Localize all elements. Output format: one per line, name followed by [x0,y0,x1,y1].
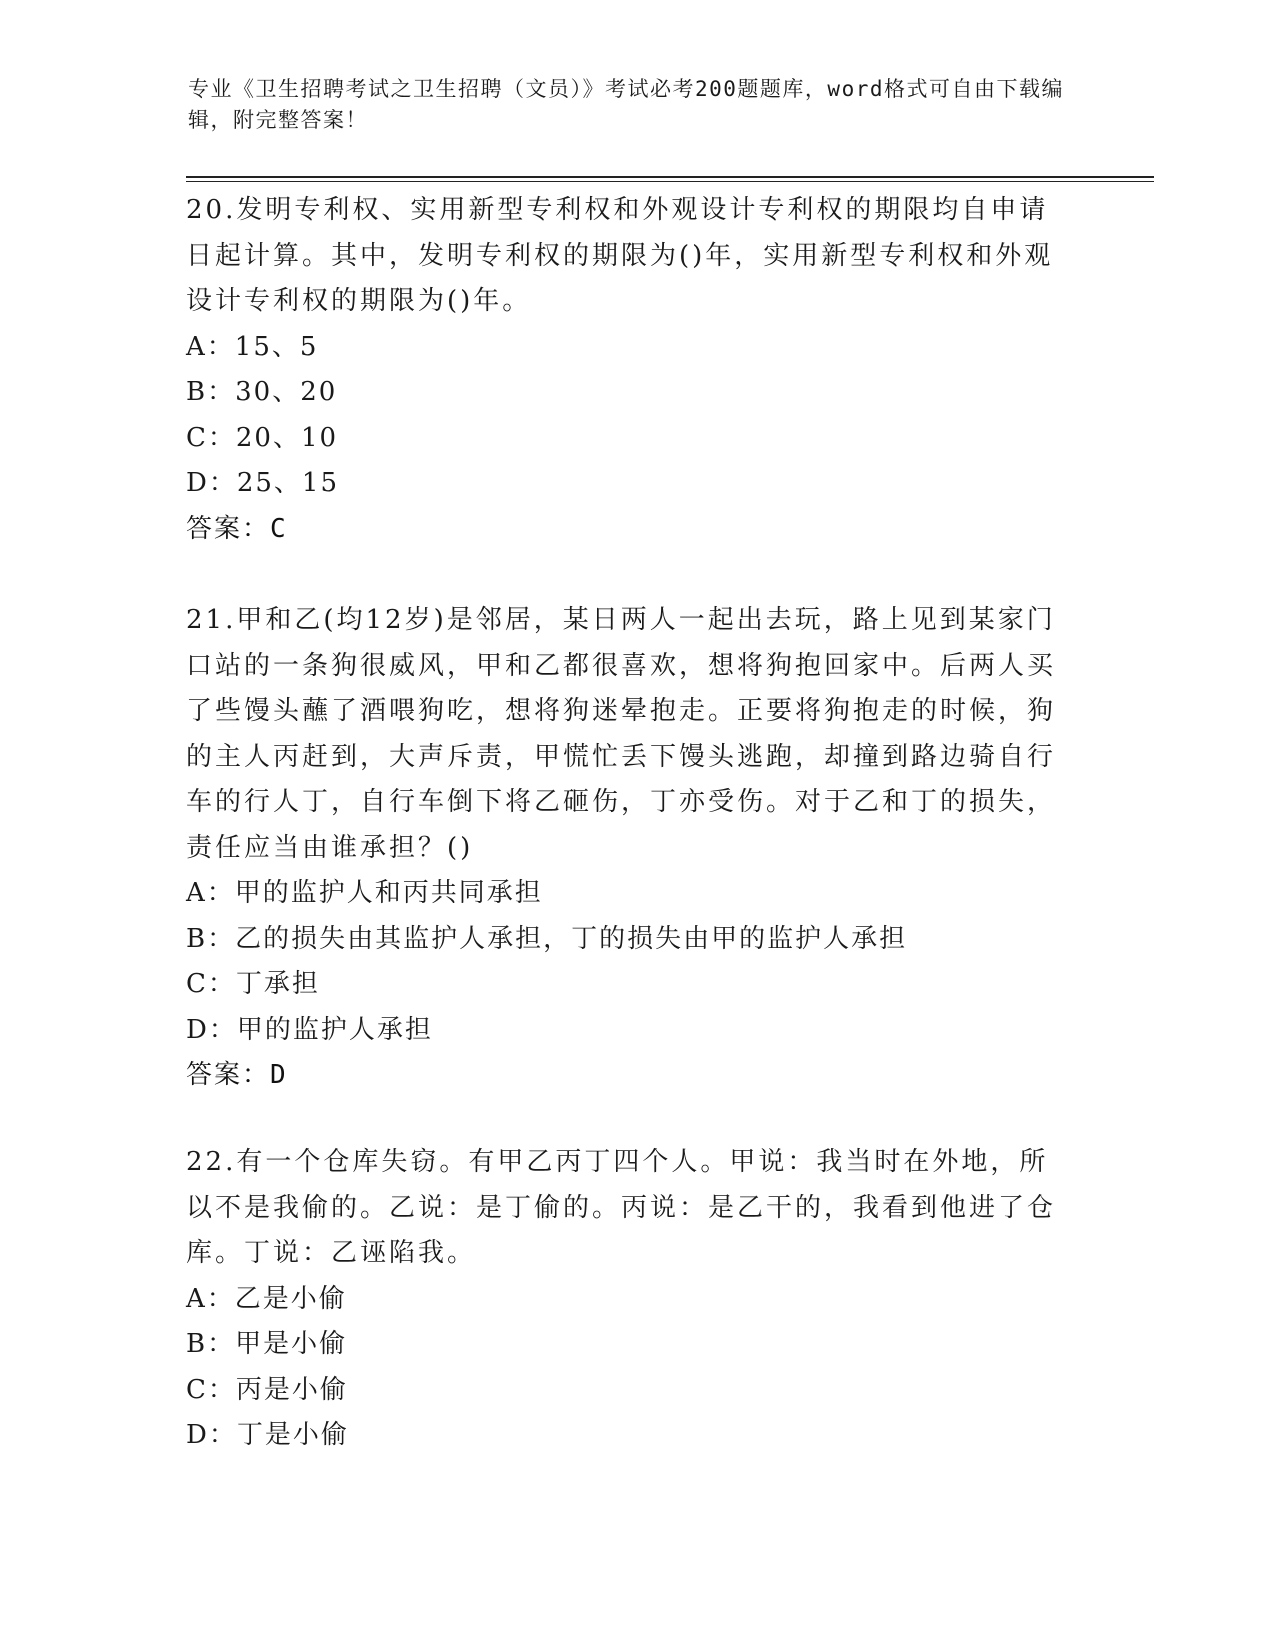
question-21 [186,598,1066,1099]
option-c: C：丙是小偷 [186,1374,348,1405]
option-b: B：甲是小偷 [186,1329,348,1359]
answer: 答案：D [186,1060,288,1090]
question-stem: 21.甲和乙(均12岁)是邻居，某日两人一起出去玩，路上见到某家门口站的一条狗很威风，甲和乙都很喜欢，想将狗抱回家中。后两人买了些馒头蘸了酒喂狗吃，想将狗迷晕抱走。正要将狗抱走的时候，狗的主人丙赶到，大声斥责，甲慌忙丢下馒头逃跑，却撞到路边骑自行车的行人丁，自行车倒下将乙砸伤，丁亦受伤。对于乙和丁的损失，责任应当由谁承担？() [186,605,1057,863]
answer: 答案：C [186,513,288,544]
question-22 [186,1140,1066,1459]
question-20 [186,188,1066,552]
option-d: D：甲的监护人承担 [186,1014,433,1045]
header-divider-thick [186,176,1154,178]
option-b: B：30、20 [186,377,338,407]
option-b: B：乙的损失由其监护人承担，丁的损失由甲的监护人承担 [186,923,908,954]
question-stem: 22.有一个仓库失窃。有甲乙丙丁四个人。甲说：我当时在外地，所以不是我偷的。乙说：是丁偷的。丙说：是乙干的，我看到他进了仓库。丁说：乙诬陷我。 [186,1147,1057,1268]
option-c: C：20、10 [186,422,339,453]
option-a: A：15、5 [186,331,319,362]
option-d: D：丁是小偷 [186,1420,349,1450]
question-stem: 20.发明专利权、实用新型专利权和外观设计专利权的期限均自申请日起计算。其中，发明专利权的期限为()年，实用新型专利权和外观设计专利权的期限为()年。 [186,195,1054,316]
document-header: 专业《卫生招聘考试之卫生招聘（文员）》考试必考200题题库，word格式可自由下载编辑，附完整答案！ [188,77,1064,132]
header-divider-thin [186,181,1154,182]
option-d: D：25、15 [186,468,340,498]
option-c: C：丁承担 [186,969,320,999]
option-a: A：甲的监护人和丙共同承担 [186,878,543,908]
option-a: A：乙是小偷 [186,1283,347,1314]
